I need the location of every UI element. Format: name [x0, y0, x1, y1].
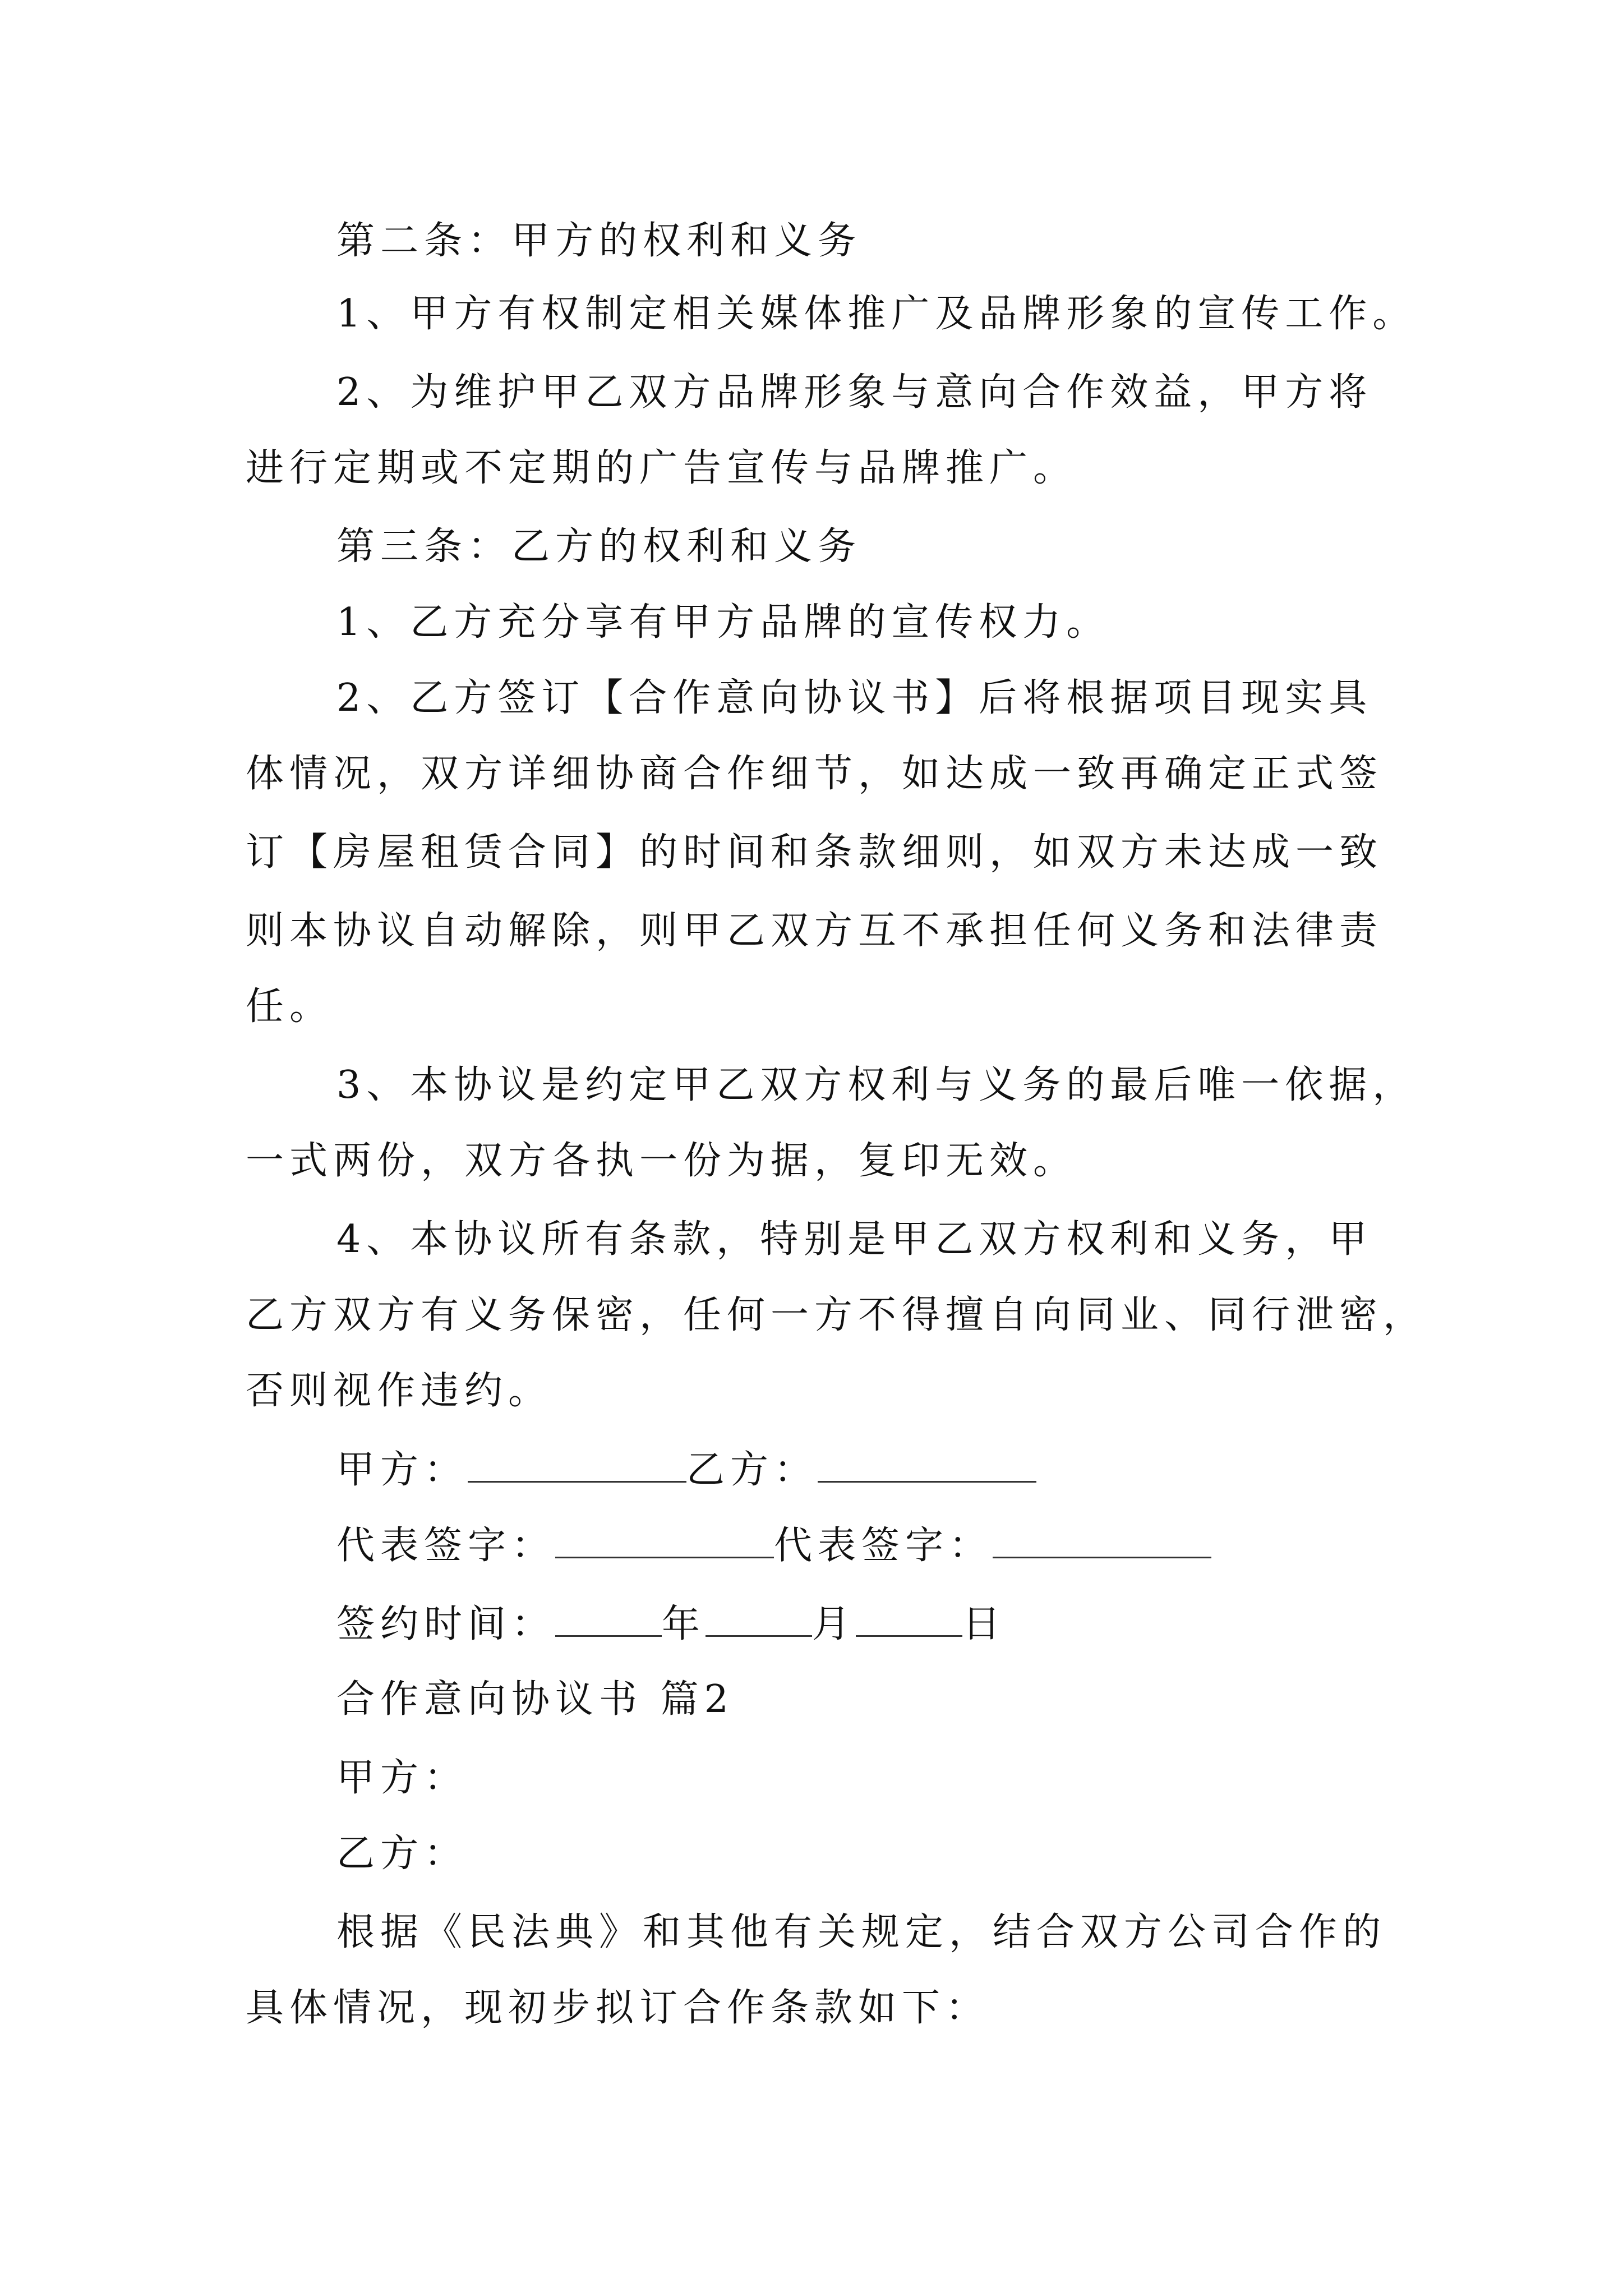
section-2-title: 合作意向协议书 篇2 [336, 1677, 734, 1722]
day-label: 日 [962, 1602, 1007, 1646]
article-2-heading: 第二条：甲方的权利和义务 [336, 219, 862, 263]
day-blank [856, 1596, 962, 1637]
signature-date-row [336, 1596, 1006, 1653]
article-3-item-2-line-4: 则本协议自动解除，则甲乙双方互不承担任何义务和法律责 [246, 909, 1384, 953]
article-3-item-4-line-3: 否则视作违约。 [246, 1369, 552, 1413]
article-3-item-3-line-1: 3、本协议是约定甲乙双方权利与义务的最后唯一依据， [336, 1063, 1417, 1107]
rep-a-label: 代表签字： [336, 1524, 556, 1568]
article-3-item-4-line-2: 乙方双方有义务保密，任何一方不得擅自向同业、同行泄密， [246, 1293, 1427, 1337]
signature-parties-row [336, 1442, 1036, 1498]
article-2-item-1: 1、甲方有权制定相关媒体推广及品牌形象的宣传工作。 [336, 292, 1417, 336]
article-3-item-3-line-2: 一式两份，双方各执一份为据，复印无效。 [246, 1139, 1077, 1183]
month-blank [706, 1596, 812, 1637]
article-3-item-2-line-2: 体情况，双方详细协商合作细节，如达成一致再确定正式签 [246, 752, 1384, 796]
party-a-label: 甲方： [336, 1448, 468, 1492]
date-label: 签约时间： [336, 1602, 556, 1646]
article-3-item-2-line-5: 任。 [246, 984, 334, 1029]
month-label: 月 [812, 1602, 856, 1646]
party-b-label: 乙方： [686, 1448, 818, 1492]
article-3-item-2-line-1: 2、乙方签订【合作意向协议书】后将根据项目现实具 [336, 676, 1373, 720]
article-3-item-1: 1、乙方充分享有甲方品牌的宣传权力。 [336, 600, 1110, 645]
party-b-blank [818, 1442, 1036, 1483]
signature-representatives-row [336, 1517, 1211, 1574]
party-a-blank [468, 1442, 686, 1483]
year-label: 年 [662, 1602, 706, 1646]
article-3-item-4-line-1: 4、本协议所有条款，特别是甲乙双方权利和义务，甲 [336, 1217, 1373, 1262]
article-3-item-2-line-3: 订【房屋租赁合同】的时间和条款细则，如双方未达成一致 [246, 830, 1384, 875]
section-2-intro-line-1: 根据《民法典》和其他有关规定，结合双方公司合作的 [336, 1910, 1387, 1954]
year-blank [555, 1596, 662, 1637]
rep-a-blank [555, 1517, 774, 1558]
article-2-item-2-line-2: 进行定期或不定期的广告宣传与品牌推广。 [246, 446, 1077, 490]
section-2-intro-line-2: 具体情况，现初步拟订合作条款如下： [246, 1986, 990, 2030]
section-2-party-b: 乙方： [336, 1832, 468, 1876]
rep-b-label: 代表签字： [774, 1524, 993, 1568]
section-2-party-a: 甲方： [336, 1756, 468, 1800]
rep-b-blank [993, 1517, 1211, 1558]
article-3-heading: 第三条：乙方的权利和义务 [336, 524, 862, 569]
article-2-item-2-line-1: 2、为维护甲乙双方品牌形象与意向合作效益，甲方将 [336, 370, 1373, 415]
